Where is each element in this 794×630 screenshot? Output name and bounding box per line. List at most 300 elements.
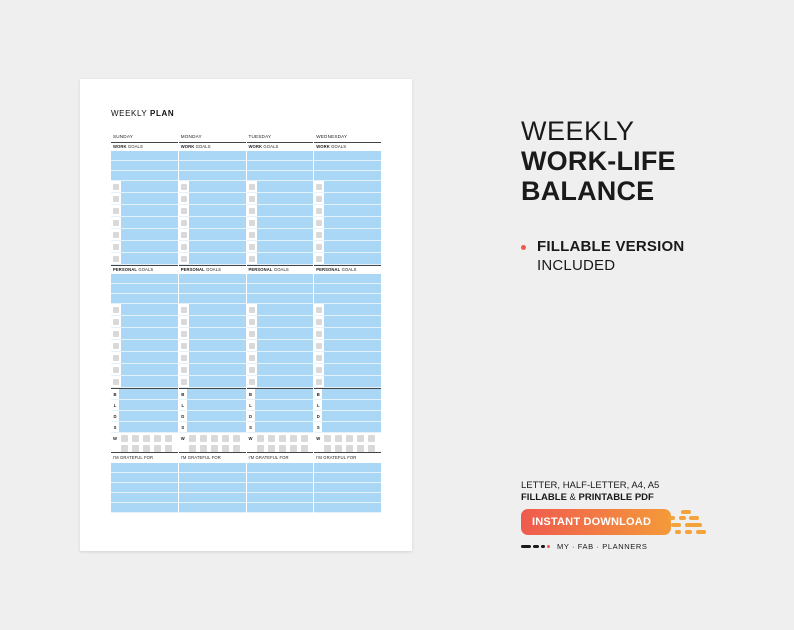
task-checkbox[interactable]	[181, 220, 187, 226]
task-checkbox[interactable]	[249, 232, 255, 238]
meal-row	[247, 389, 314, 400]
personal-task-row	[111, 376, 178, 388]
headline-line-2: WORK-LIFE	[521, 146, 676, 176]
task-field[interactable]	[121, 340, 178, 351]
task-field[interactable]	[257, 241, 314, 252]
task-checkbox[interactable]	[249, 244, 255, 250]
task-checkbox[interactable]	[316, 307, 322, 313]
meal-field[interactable]	[322, 422, 381, 432]
work-task-row	[314, 181, 381, 193]
water-glass-checkbox[interactable]	[279, 435, 286, 442]
meal-letter: D	[179, 411, 187, 421]
personal-goal-line[interactable]	[111, 284, 178, 294]
task-field[interactable]	[324, 340, 381, 351]
water-glass-checkbox[interactable]	[279, 445, 286, 452]
task-checkbox[interactable]	[113, 232, 119, 238]
meal-letter: B	[179, 389, 187, 399]
task-checkbox[interactable]	[316, 196, 322, 202]
task-field[interactable]	[189, 316, 246, 327]
meal-row	[111, 389, 178, 400]
feature-title: FILLABLE VERSION	[537, 238, 685, 255]
task-field[interactable]	[121, 328, 178, 339]
personal-task-row	[179, 316, 246, 328]
work-task-row	[314, 205, 381, 217]
grateful-line[interactable]	[247, 473, 314, 483]
water-tracker	[247, 433, 314, 453]
water-glass-checkbox[interactable]	[357, 435, 364, 442]
water-glass-checkbox[interactable]	[165, 445, 172, 452]
grateful-line[interactable]	[179, 493, 246, 503]
task-field[interactable]	[121, 217, 178, 228]
work-task-row	[247, 241, 314, 253]
work-goal-line[interactable]	[179, 161, 246, 171]
headline-line-1: WEEKLY	[521, 116, 635, 146]
task-field[interactable]	[324, 253, 381, 264]
task-field[interactable]	[189, 340, 246, 351]
work-task-row	[247, 253, 314, 265]
task-field[interactable]	[324, 304, 381, 315]
task-checkbox[interactable]	[249, 220, 255, 226]
task-checkbox[interactable]	[113, 319, 119, 325]
water-glass-checkbox[interactable]	[132, 435, 139, 442]
task-checkbox[interactable]	[181, 196, 187, 202]
water-glass-checkbox[interactable]	[335, 445, 342, 452]
task-field[interactable]	[189, 241, 246, 252]
work-goal-line[interactable]	[111, 161, 178, 171]
work-goal-line[interactable]	[247, 151, 314, 161]
task-checkbox[interactable]	[113, 208, 119, 214]
task-checkbox[interactable]	[249, 331, 255, 337]
work-goal-line[interactable]	[179, 151, 246, 161]
water-label: W	[316, 436, 321, 441]
speed-dash-icon	[681, 510, 691, 514]
task-field[interactable]	[121, 316, 178, 327]
water-glass-checkbox[interactable]	[290, 435, 297, 442]
formats-types: FILLABLE & PRINTABLE PDF	[521, 492, 654, 503]
task-field[interactable]	[257, 205, 314, 216]
speed-dash-icon	[668, 516, 675, 520]
personal-task-row	[247, 364, 314, 376]
water-glass-checkbox[interactable]	[222, 445, 229, 452]
task-checkbox[interactable]	[249, 208, 255, 214]
speed-dash-icon	[685, 523, 702, 527]
task-checkbox[interactable]	[113, 220, 119, 226]
meal-row	[111, 400, 178, 411]
water-tracker	[314, 433, 381, 453]
task-field[interactable]	[121, 229, 178, 240]
work-goal-line[interactable]	[314, 171, 381, 181]
personal-task-row	[314, 328, 381, 340]
water-glass-checkbox[interactable]	[189, 435, 196, 442]
task-field[interactable]	[324, 376, 381, 387]
bullet-dot-icon	[521, 245, 526, 250]
task-field[interactable]	[121, 304, 178, 315]
personal-task-row	[314, 352, 381, 364]
personal-goal-line[interactable]	[314, 294, 381, 304]
grateful-line[interactable]	[314, 493, 381, 503]
personal-goal-line[interactable]	[179, 274, 246, 284]
meal-letter: S	[247, 422, 255, 432]
water-glass-checkbox[interactable]	[200, 445, 207, 452]
water-glass-checkbox[interactable]	[200, 435, 207, 442]
personal-task-row	[179, 364, 246, 376]
task-field[interactable]	[257, 352, 314, 363]
task-checkbox[interactable]	[316, 331, 322, 337]
personal-task-row	[111, 316, 178, 328]
water-glass-checkbox[interactable]	[154, 445, 161, 452]
meal-row	[314, 411, 381, 422]
personal-goal-line[interactable]	[247, 274, 314, 284]
personal-task-row	[111, 352, 178, 364]
water-glass-checkbox[interactable]	[368, 445, 375, 452]
work-goal-line[interactable]	[111, 151, 178, 161]
water-glass-checkbox[interactable]	[222, 435, 229, 442]
personal-task-row	[111, 328, 178, 340]
task-field[interactable]	[257, 253, 314, 264]
task-checkbox[interactable]	[181, 307, 187, 313]
grateful-line[interactable]	[111, 493, 178, 503]
work-task-row	[314, 253, 381, 265]
personal-goal-line[interactable]	[247, 294, 314, 304]
feature-bullet	[521, 238, 684, 275]
task-field[interactable]	[189, 193, 246, 204]
task-field[interactable]	[324, 205, 381, 216]
personal-goal-line[interactable]	[247, 284, 314, 294]
task-field[interactable]	[257, 340, 314, 351]
personal-goal-line[interactable]	[111, 274, 178, 284]
grateful-line[interactable]	[179, 463, 246, 473]
personal-task-row	[179, 304, 246, 316]
water-glass-checkbox[interactable]	[233, 445, 240, 452]
task-field[interactable]	[189, 304, 246, 315]
work-task-row	[179, 253, 246, 265]
grateful-line[interactable]	[247, 493, 314, 503]
meal-letter: B	[314, 389, 322, 399]
task-field[interactable]	[324, 364, 381, 375]
meal-field[interactable]	[187, 400, 246, 410]
grateful-line[interactable]	[314, 473, 381, 483]
speed-dash-icon	[671, 523, 681, 527]
work-task-row	[111, 241, 178, 253]
personal-goals-label: PERSONAL GOALS	[179, 266, 246, 274]
meal-field[interactable]	[187, 411, 246, 421]
task-field[interactable]	[257, 304, 314, 315]
grateful-label: I'M GRATEFUL FOR	[111, 453, 178, 463]
grateful-line[interactable]	[314, 463, 381, 473]
promo-headline	[521, 116, 676, 206]
task-field[interactable]	[324, 181, 381, 192]
personal-goal-line[interactable]	[179, 294, 246, 304]
task-field[interactable]	[121, 205, 178, 216]
task-field[interactable]	[189, 217, 246, 228]
water-glass-checkbox[interactable]	[268, 435, 275, 442]
day-column	[111, 132, 178, 519]
grateful-line[interactable]	[111, 473, 178, 483]
task-checkbox[interactable]	[249, 196, 255, 202]
task-field[interactable]	[121, 241, 178, 252]
task-checkbox[interactable]	[316, 355, 322, 361]
water-glass-checkbox[interactable]	[357, 445, 364, 452]
water-glass-checkbox[interactable]	[211, 435, 218, 442]
task-checkbox[interactable]	[113, 184, 119, 190]
task-field[interactable]	[121, 364, 178, 375]
meal-field[interactable]	[119, 389, 178, 399]
grateful-line[interactable]	[111, 463, 178, 473]
meal-row	[179, 411, 246, 422]
work-goal-line[interactable]	[111, 171, 178, 181]
task-checkbox[interactable]	[113, 367, 119, 373]
work-task-row	[314, 241, 381, 253]
task-field[interactable]	[189, 229, 246, 240]
meal-letter: D	[247, 411, 255, 421]
water-glass-checkbox[interactable]	[233, 435, 240, 442]
work-task-row	[247, 217, 314, 229]
meal-row	[314, 422, 381, 433]
work-task-row	[179, 181, 246, 193]
task-checkbox[interactable]	[113, 256, 119, 262]
grateful-line[interactable]	[247, 483, 314, 493]
personal-goal-line[interactable]	[314, 284, 381, 294]
task-field[interactable]	[324, 352, 381, 363]
task-checkbox[interactable]	[316, 367, 322, 373]
meal-field[interactable]	[322, 389, 381, 399]
task-checkbox[interactable]	[316, 244, 322, 250]
personal-task-row	[247, 304, 314, 316]
grateful-line[interactable]	[111, 483, 178, 493]
water-glass-checkbox[interactable]	[301, 445, 308, 452]
water-glass-checkbox[interactable]	[165, 435, 172, 442]
work-task-row	[111, 205, 178, 217]
meal-row	[111, 422, 178, 433]
task-field[interactable]	[189, 181, 246, 192]
meal-letter: B	[111, 389, 119, 399]
task-checkbox[interactable]	[181, 256, 187, 262]
task-field[interactable]	[121, 352, 178, 363]
task-checkbox[interactable]	[113, 343, 119, 349]
water-glass-checkbox[interactable]	[346, 435, 353, 442]
meal-row	[111, 411, 178, 422]
personal-goal-line[interactable]	[314, 274, 381, 284]
water-glass-checkbox[interactable]	[290, 445, 297, 452]
speed-dash-icon	[689, 516, 699, 520]
task-checkbox[interactable]	[249, 343, 255, 349]
water-glass-checkbox[interactable]	[143, 445, 150, 452]
water-glass-checkbox[interactable]	[346, 445, 353, 452]
task-field[interactable]	[121, 181, 178, 192]
meal-field[interactable]	[119, 422, 178, 432]
task-field[interactable]	[257, 217, 314, 228]
task-checkbox[interactable]	[181, 208, 187, 214]
work-goal-line[interactable]	[179, 171, 246, 181]
grateful-line[interactable]	[247, 503, 314, 513]
task-field[interactable]	[189, 205, 246, 216]
task-field[interactable]	[257, 364, 314, 375]
task-checkbox[interactable]	[181, 232, 187, 238]
task-checkbox[interactable]	[316, 256, 322, 262]
task-checkbox[interactable]	[181, 244, 187, 250]
task-field[interactable]	[257, 376, 314, 387]
task-checkbox[interactable]	[181, 355, 187, 361]
meal-letter: S	[314, 422, 322, 432]
grateful-line[interactable]	[247, 463, 314, 473]
personal-task-row	[314, 340, 381, 352]
task-checkbox[interactable]	[249, 379, 255, 385]
task-field[interactable]	[121, 376, 178, 387]
meal-field[interactable]	[255, 400, 314, 410]
task-field[interactable]	[257, 229, 314, 240]
meal-field[interactable]	[322, 400, 381, 410]
water-glass-checkbox[interactable]	[301, 435, 308, 442]
meal-field[interactable]	[119, 411, 178, 421]
task-field[interactable]	[189, 328, 246, 339]
task-checkbox[interactable]	[181, 184, 187, 190]
meal-field[interactable]	[255, 411, 314, 421]
meal-row	[179, 389, 246, 400]
task-field[interactable]	[324, 328, 381, 339]
task-field[interactable]	[189, 364, 246, 375]
task-checkbox[interactable]	[113, 331, 119, 337]
task-field[interactable]	[324, 229, 381, 240]
water-glass-checkbox[interactable]	[132, 445, 139, 452]
water-glass-checkbox[interactable]	[143, 435, 150, 442]
task-checkbox[interactable]	[113, 355, 119, 361]
task-checkbox[interactable]	[316, 184, 322, 190]
personal-task-row	[247, 328, 314, 340]
meal-letter: L	[179, 400, 187, 410]
personal-task-row	[179, 376, 246, 388]
headline-line-3: BALANCE	[521, 176, 655, 206]
water-glass-checkbox[interactable]	[368, 435, 375, 442]
task-field[interactable]	[257, 193, 314, 204]
task-checkbox[interactable]	[316, 319, 322, 325]
water-glass-checkbox[interactable]	[257, 445, 264, 452]
water-glass-checkbox[interactable]	[154, 435, 161, 442]
grateful-line[interactable]	[179, 483, 246, 493]
task-field[interactable]	[189, 376, 246, 387]
day-column	[179, 132, 246, 519]
water-glass-checkbox[interactable]	[121, 435, 128, 442]
task-checkbox[interactable]	[113, 196, 119, 202]
task-checkbox[interactable]	[113, 379, 119, 385]
day-column	[247, 132, 314, 519]
meal-letter: D	[111, 411, 119, 421]
personal-task-row	[314, 304, 381, 316]
instant-download-button[interactable]: INSTANT DOWNLOAD	[521, 509, 671, 535]
task-checkbox[interactable]	[316, 379, 322, 385]
task-field[interactable]	[121, 193, 178, 204]
grateful-line[interactable]	[314, 503, 381, 513]
personal-goal-line[interactable]	[179, 284, 246, 294]
meal-field[interactable]	[255, 389, 314, 399]
task-checkbox[interactable]	[181, 379, 187, 385]
personal-goal-line[interactable]	[111, 294, 178, 304]
water-glass-checkbox[interactable]	[324, 435, 331, 442]
work-task-row	[179, 217, 246, 229]
water-glass-checkbox[interactable]	[121, 445, 128, 452]
meal-field[interactable]	[255, 422, 314, 432]
task-checkbox[interactable]	[249, 184, 255, 190]
work-goal-line[interactable]	[247, 161, 314, 171]
task-field[interactable]	[324, 241, 381, 252]
brand-name: MY · FAB · PLANNERS	[557, 542, 648, 551]
grateful-line[interactable]	[314, 483, 381, 493]
water-glass-checkbox[interactable]	[335, 435, 342, 442]
task-checkbox[interactable]	[316, 220, 322, 226]
work-goal-line[interactable]	[247, 171, 314, 181]
meal-field[interactable]	[187, 422, 246, 432]
meal-field[interactable]	[119, 400, 178, 410]
work-task-row	[247, 205, 314, 217]
task-field[interactable]	[257, 316, 314, 327]
meal-field[interactable]	[322, 411, 381, 421]
work-goal-line[interactable]	[314, 151, 381, 161]
water-glass-checkbox[interactable]	[211, 445, 218, 452]
work-goals-label: WORK GOALS	[314, 143, 381, 151]
water-glass-checkbox[interactable]	[324, 445, 331, 452]
task-checkbox[interactable]	[249, 367, 255, 373]
personal-task-row	[179, 328, 246, 340]
planner-title: WEEKLY PLAN	[111, 109, 175, 118]
personal-task-row	[314, 376, 381, 388]
task-field[interactable]	[121, 253, 178, 264]
task-checkbox[interactable]	[181, 319, 187, 325]
task-checkbox[interactable]	[181, 343, 187, 349]
task-field[interactable]	[324, 217, 381, 228]
work-task-row	[314, 193, 381, 205]
meal-row	[179, 422, 246, 433]
grateful-line[interactable]	[179, 473, 246, 483]
personal-task-row	[111, 364, 178, 376]
day-label: MONDAY	[179, 132, 246, 143]
task-field[interactable]	[189, 253, 246, 264]
water-glass-checkbox[interactable]	[268, 445, 275, 452]
task-checkbox[interactable]	[181, 367, 187, 373]
personal-task-row	[247, 316, 314, 328]
task-checkbox[interactable]	[316, 343, 322, 349]
task-checkbox[interactable]	[316, 208, 322, 214]
water-glass-checkbox[interactable]	[189, 445, 196, 452]
task-field[interactable]	[257, 181, 314, 192]
work-goal-line[interactable]	[314, 161, 381, 171]
day-label: WEDNESDAY	[314, 132, 381, 143]
personal-goals-label: PERSONAL GOALS	[247, 266, 314, 274]
task-checkbox[interactable]	[113, 307, 119, 313]
speed-dash-icon	[685, 530, 692, 534]
task-checkbox[interactable]	[316, 232, 322, 238]
task-checkbox[interactable]	[249, 319, 255, 325]
personal-task-row	[179, 340, 246, 352]
task-field[interactable]	[189, 352, 246, 363]
work-goals-label: WORK GOALS	[247, 143, 314, 151]
grateful-line[interactable]	[111, 503, 178, 513]
day-label: TUESDAY	[247, 132, 314, 143]
task-checkbox[interactable]	[249, 256, 255, 262]
task-checkbox[interactable]	[181, 331, 187, 337]
meal-field[interactable]	[187, 389, 246, 399]
task-checkbox[interactable]	[113, 244, 119, 250]
water-tracker	[111, 433, 178, 453]
task-field[interactable]	[257, 328, 314, 339]
grateful-line[interactable]	[179, 503, 246, 513]
water-glass-checkbox[interactable]	[257, 435, 264, 442]
task-checkbox[interactable]	[249, 307, 255, 313]
work-task-row	[111, 193, 178, 205]
task-field[interactable]	[324, 193, 381, 204]
formats-info	[521, 480, 659, 504]
week-grid	[111, 132, 381, 519]
task-field[interactable]	[324, 316, 381, 327]
task-checkbox[interactable]	[249, 355, 255, 361]
